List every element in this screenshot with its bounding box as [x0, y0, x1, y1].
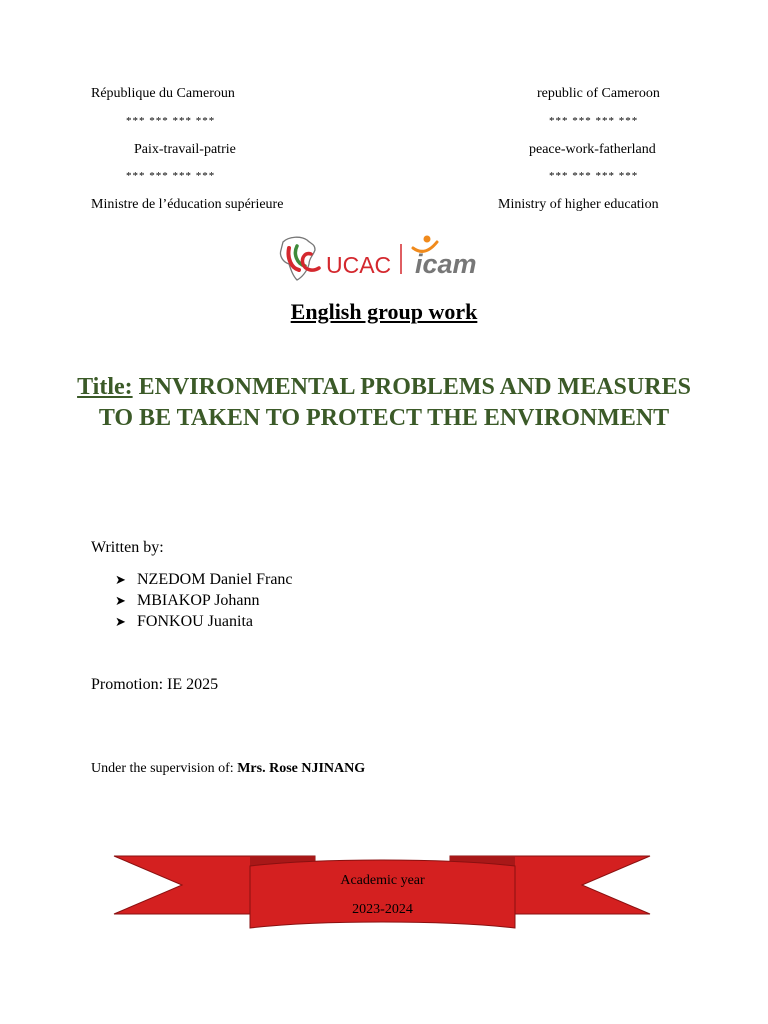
logo-graphic	[275, 232, 495, 284]
bullet-arrow-icon: ➤	[115, 593, 126, 608]
ribbon-academic-year-label: Academic year	[340, 873, 425, 888]
header-motto-en: peace-work-fatherland	[529, 142, 656, 157]
header-stars-en-1: *** *** *** ***	[549, 115, 639, 127]
ribbon-graphic	[110, 850, 655, 932]
author-name: FONKOU Juanita	[137, 613, 253, 630]
header-country-fr: République du Cameroun	[91, 86, 235, 101]
author-item	[115, 592, 260, 610]
header-country-en: republic of Cameroon	[537, 86, 660, 101]
promotion: Promotion: IE 2025	[91, 676, 219, 693]
header-stars-en-2: *** *** *** ***	[549, 170, 639, 182]
header-stars-fr-2: *** *** *** ***	[126, 170, 216, 182]
supervision-line	[91, 761, 365, 777]
ucac-icam-logo	[275, 232, 495, 284]
header-ministry-en: Ministry of higher education	[498, 197, 659, 212]
logo-ucac-text: UCAC	[326, 252, 392, 278]
header-ministry-fr: Ministre de l’éducation supérieure	[91, 197, 284, 212]
header-motto-fr: Paix-travail-patrie	[134, 142, 236, 157]
author-name: MBIAKOP Johann	[137, 592, 260, 609]
title-label: Title:	[77, 374, 133, 400]
supervision-label: Under the supervision of:	[91, 761, 234, 776]
logo-icam-text: icam	[415, 249, 477, 279]
title-text: ENVIRONMENTAL PROBLEMS AND MEASURES TO BE TAKEN TO PROTECT THE ENVIRONMENT	[98, 374, 691, 431]
header-stars-fr-1: *** *** *** ***	[126, 115, 216, 127]
author-item	[115, 613, 253, 631]
bullet-arrow-icon: ➤	[115, 614, 126, 629]
ribbon-academic-year-value: 2023-2024	[352, 902, 413, 917]
bullet-arrow-icon: ➤	[115, 572, 126, 587]
author-name: NZEDOM Daniel Franc	[137, 571, 293, 588]
document-subtitle: English group work	[290, 299, 478, 324]
academic-year-ribbon	[110, 850, 655, 932]
supervisor-name: Mrs. Rose NJINANG	[237, 761, 366, 776]
document-title	[60, 372, 708, 434]
written-by-label: Written by:	[91, 539, 164, 556]
author-item	[115, 571, 293, 589]
